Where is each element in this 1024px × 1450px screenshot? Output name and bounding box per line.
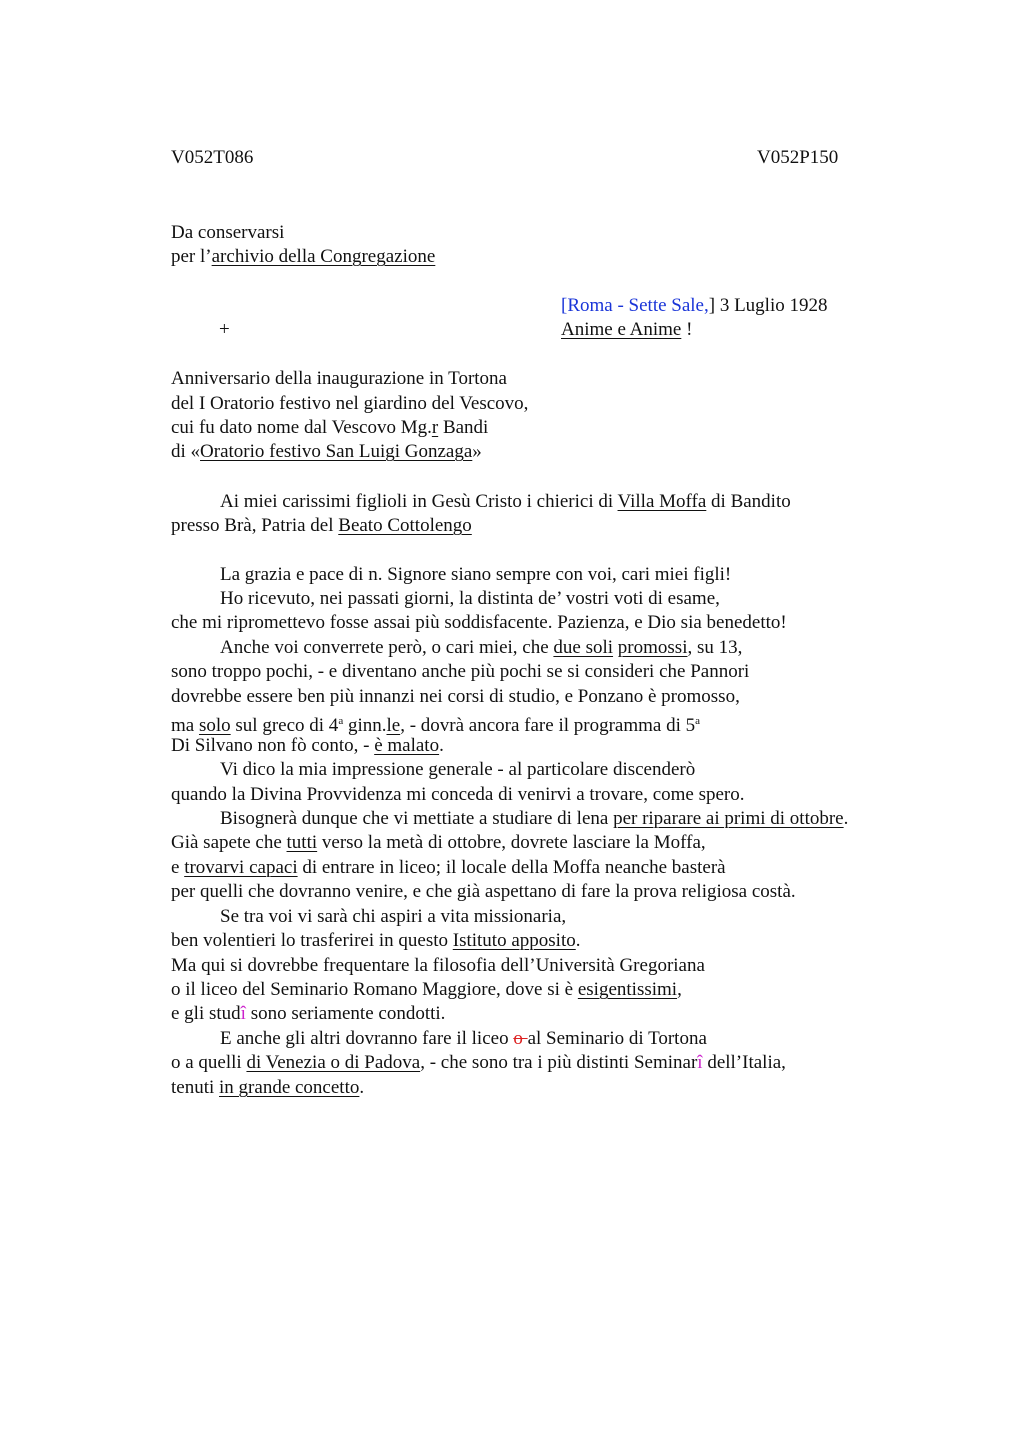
archive-note-line2: per l’archivio della Congregazione (171, 246, 436, 267)
body-line: e trovarvi capaci di entrare in liceo; il locale della Moffa neanche basterà (171, 857, 726, 878)
body-line: tenuti in grande concetto. (171, 1077, 365, 1098)
body-line: ma solo sul greco di 4$^a$ ginn.le, - dovrà ancora fare il programma di 5$^a$ (171, 715, 700, 736)
date: 3 Luglio 1928 (715, 295, 828, 316)
body-line: o a quelli di Venezia o di Padova, - che sono tra i più distinti Seminarî dell’Italia, (171, 1052, 786, 1073)
body-line: che mi ripromettevo fosse assai più soddisfacente. Pazienza, e Dio sia benedetto! (171, 612, 787, 633)
address-line2: presso Brà, Patria del Beato Cottolengo (171, 515, 472, 536)
cross-symbol: + (219, 319, 230, 340)
body-line: per quelli che dovranno venire, e che già aspettano di fare la prova religiosa costà. (171, 881, 796, 902)
motto: Anime e Anime ! (561, 319, 693, 340)
header-left-code: V052T086 (171, 147, 254, 168)
body-line: Già sapete che tutti verso la metà di ottobre, dovrete lasciare la Moffa, (171, 832, 706, 853)
body-line: dovrebbe essere ben più innanzi nei corsi di studio, e Ponzano è promosso, (171, 686, 740, 707)
body-line: o il liceo del Seminario Romano Maggiore, dove si è esigentissimi, (171, 979, 682, 1000)
anniversary-line3: cui fu dato nome dal Vescovo Mg.r Bandi (171, 417, 489, 438)
body-line: Bisognerà dunque che vi mettiate a studiare di lena per riparare ai primi di ottobre. (220, 808, 849, 829)
body-line: E anche gli altri dovranno fare il liceo o al Seminario di Tortona (220, 1028, 707, 1049)
body-line: La grazia e pace di n. Signore siano sempre con voi, cari miei figli! (220, 564, 732, 585)
body-line: Anche voi converrete però, o cari miei, che due soli promossi, su 13, (220, 637, 743, 658)
header-right-code: V052P150 (757, 147, 839, 168)
body-line: Se tra voi vi sarà chi aspiri a vita missionaria, (220, 906, 567, 927)
body-line: Ho ricevuto, nei passati giorni, la distinta de’ vostri voti di esame, (220, 588, 720, 609)
body-line: ben volentieri lo trasferirei in questo Istituto apposito. (171, 930, 581, 951)
anniversary-line4: di «Oratorio festivo San Luigi Gonzaga» (171, 441, 482, 462)
archive-link: archivio della Congregazione (211, 246, 436, 267)
archive-note-line1: Da conservarsi (171, 222, 285, 243)
body-line: Ma qui si dovrebbe frequentare la filosofia dell’Università Gregoriana (171, 955, 705, 976)
body-line: quando la Divina Provvidenza mi conceda di venirvi a trovare, come spero. (171, 784, 745, 805)
place-date: [Roma - Sette Sale,] 3 Luglio 1928 (561, 295, 828, 316)
anniversary-line1: Anniversario della inaugurazione in Tortona (171, 368, 507, 389)
anniversary-line2: del I Oratorio festivo nel giardino del Vescovo, (171, 393, 529, 414)
body-line: e gli studî sono seriamente condotti. (171, 1003, 446, 1024)
body-line: Di Silvano non fò conto, - è malato. (171, 735, 444, 756)
body-line: Vi dico la mia impressione generale - al particolare discenderò (220, 759, 696, 780)
address-line1: Ai miei carissimi figlioli in Gesù Cristo i chierici di Villa Moffa di Bandito (220, 491, 791, 512)
struck-text: o (513, 1028, 528, 1049)
place: Roma - Sette Sale, (567, 295, 709, 316)
body-line: sono troppo pochi, - e diventano anche più pochi se si consideri che Pannori (171, 661, 750, 682)
